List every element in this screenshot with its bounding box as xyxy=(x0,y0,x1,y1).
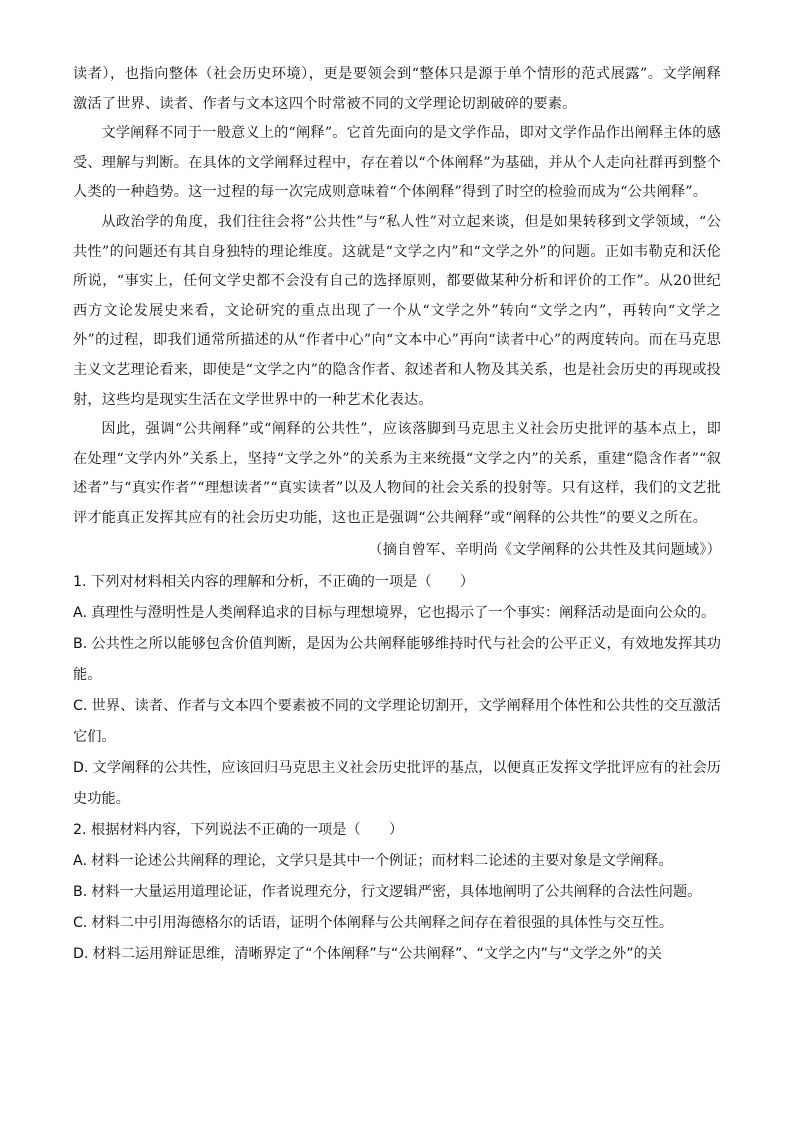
option-letter: C. xyxy=(73,698,88,715)
passage-paragraph-1: 读者），也指向整体（社会历史环境），更是要领会到“整体只是源于单个情形的范式展露”。文学阐释激活了世界、读者、作者与文本这四个时常被不同的文学理论切割破碎的要素。 xyxy=(73,66,721,112)
question-1 xyxy=(73,567,721,815)
option-text: 材料二运用辩证思维，清晰界定了“个体阐释”与“公共阐释”、“文学之内”与“文学之外”的关 xyxy=(92,946,662,963)
option-letter: A. xyxy=(73,605,87,622)
option-letter: B. xyxy=(73,884,88,901)
passage-source: （摘自曾军、辛明尚《文学阐释的公共性及其问题域》） xyxy=(368,541,721,558)
question-2 xyxy=(73,815,721,970)
option-text: 文学阐释的公共性，应该回归马克思主义社会历史批评的基点，以便真正发挥文学批评应有的社会历史功能。 xyxy=(73,760,721,808)
option-text: 材料一论述公共阐释的理论，文学只是其中一个例证；而材料二论述的主要对象是文学阐释。 xyxy=(90,853,673,870)
option-text: 材料一大量运用道理论证，作者说理充分，行文逻辑严密，具体地阐明了公共阐释的合法性问题。 xyxy=(91,884,702,901)
option-text: 公共性之所以能够包含价值判断，是因为公共阐释能够维持时代与社会的公平正义，有效地发挥其功能。 xyxy=(73,636,721,684)
option-letter: D. xyxy=(73,946,89,963)
question-1-option-d[interactable] xyxy=(73,753,721,815)
reading-passage xyxy=(73,60,721,565)
document-page xyxy=(73,60,721,970)
option-text: 材料二中引用海德格尔的话语，证明个体阐释与公共阐释之间存在着很强的具体性与交互性。 xyxy=(91,915,674,932)
question-list xyxy=(73,567,721,970)
question-2-option-c[interactable] xyxy=(73,908,721,939)
option-letter: A. xyxy=(73,853,87,870)
option-letter: D. xyxy=(73,760,89,777)
passage-paragraph-4: 因此，强调“公共阐释”或“阐释的公共性”，应该落脚到马克思主义社会历史批评的基本点上，即在处理“文学内外”关系上，坚持“文学之外”的关系为主来统摄“文学之内”的关系，重建“隐含作者”“叙述者”与“真实作者”“理想读者”“真实读者”以及人物间的社会关系的投射等。只有这样，我们的文艺批评才能真正发挥其应有的社会历史功能，这也正是强调“公共阐释”或“阐释的公共性”的要义之所在。 xyxy=(73,421,721,526)
option-text: 真理性与澄明性是人类阐释追求的目标与理想境界，它也揭示了一个事实：阐释活动是面向公众的。 xyxy=(90,605,716,622)
question-2-stem: 2. 根据材料内容，下列说法不正确的一项是（ ） xyxy=(73,822,404,839)
option-letter: B. xyxy=(73,636,88,653)
question-2-option-a[interactable] xyxy=(73,846,721,877)
question-2-option-d[interactable] xyxy=(73,939,721,970)
question-1-option-a[interactable] xyxy=(73,598,721,629)
option-text: 世界、读者、作者与文本四个要素被不同的文学理论切割开，文学阐释用个体性和公共性的交互激活它们。 xyxy=(73,698,721,746)
option-letter: C. xyxy=(73,915,88,932)
question-1-option-c[interactable] xyxy=(73,691,721,753)
passage-paragraph-2: 文学阐释不同于一般意义上的“阐释”。它首先面向的是文学作品，即对文学作品作出阐释主体的感受、理解与判断。在具体的文学阐释过程中，存在着以“个体阐释”为基础，并从个人走向社群再到整个人类的一种趋势。这一过程的每一次完成则意味着“个体阐释”得到了时空的检验而成为“公共阐释”。 xyxy=(73,125,721,201)
passage-paragraph-3: 从政治学的角度，我们往往会将“公共性”与“私人性”对立起来谈，但是如果转移到文学领域，“公共性”的问题还有其自身独特的理论维度。这就是“文学之内”和“文学之外”的问题。正如韦勒克和沃伦所说，“事实上，任何文学史都不会没有自己的选择原则，都要做某种分析和评价的工作”。从20世纪西方文论发展史来看，文论研究的重点出现了一个从“文学之外”转向“文学之内”，再转向“文学之外”的过程，即我们通常所描述的从“作者中心”向“文本中心”再向“读者中心”的两度转向。而在马克思主义文艺理论看来，即使是“文学之内”的隐含作者、叙述者和人物及其关系，也是社会历史的再现或投射，这些均是现实生活在文学世界中的一种艺术化表达。 xyxy=(73,213,721,408)
question-2-option-b[interactable] xyxy=(73,877,721,908)
question-1-stem: 1. 下列对材料相关内容的理解和分析，不正确的一项是（ ） xyxy=(73,574,475,591)
question-1-option-b[interactable] xyxy=(73,629,721,691)
